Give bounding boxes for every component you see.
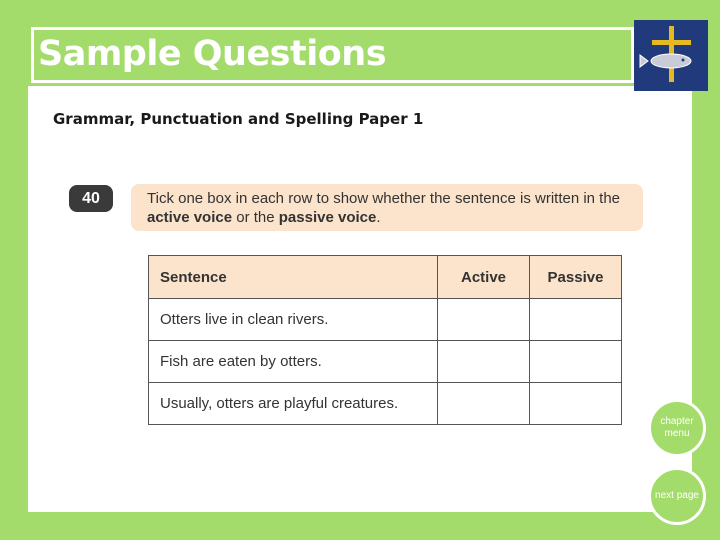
table-row	[149, 341, 622, 383]
passive-tick-box[interactable]	[530, 383, 622, 425]
passive-tick-box[interactable]	[530, 341, 622, 383]
sentence-cell: Otters live in clean rivers.	[149, 299, 438, 341]
question-number: 40	[69, 185, 113, 212]
instruction-text: Tick one box in each row to show whether the sentence is written in the	[147, 190, 621, 207]
instruction-passive-voice: passive voice	[278, 209, 377, 226]
header-passive: Passive	[530, 256, 622, 299]
active-tick-box[interactable]	[438, 299, 530, 341]
school-logo	[634, 20, 708, 91]
question-instruction	[131, 184, 643, 231]
cross-fish-icon	[634, 20, 708, 91]
table-row	[149, 383, 622, 425]
chapter-menu-label: chapter menu	[660, 416, 694, 439]
instruction-text: .	[376, 209, 381, 226]
page-title: Sample Questions	[38, 34, 387, 74]
next-page-label: next page	[655, 490, 699, 501]
table-row	[149, 299, 622, 341]
active-tick-box[interactable]	[438, 383, 530, 425]
active-tick-box[interactable]	[438, 341, 530, 383]
sentence-cell: Usually, otters are playful creatures.	[149, 383, 438, 425]
chapter-menu-button[interactable]	[648, 399, 706, 457]
voice-table	[148, 255, 622, 425]
next-page-button[interactable]	[648, 467, 706, 525]
instruction-text: or the	[232, 209, 279, 226]
passive-tick-box[interactable]	[530, 299, 622, 341]
instruction-active-voice: active voice	[147, 209, 233, 226]
header-sentence: Sentence	[149, 256, 438, 299]
paper-subtitle: Grammar, Punctuation and Spelling Paper 1	[53, 110, 424, 128]
header-active: Active	[438, 256, 530, 299]
table-header-row	[149, 256, 622, 299]
sentence-cell: Fish are eaten by otters.	[149, 341, 438, 383]
